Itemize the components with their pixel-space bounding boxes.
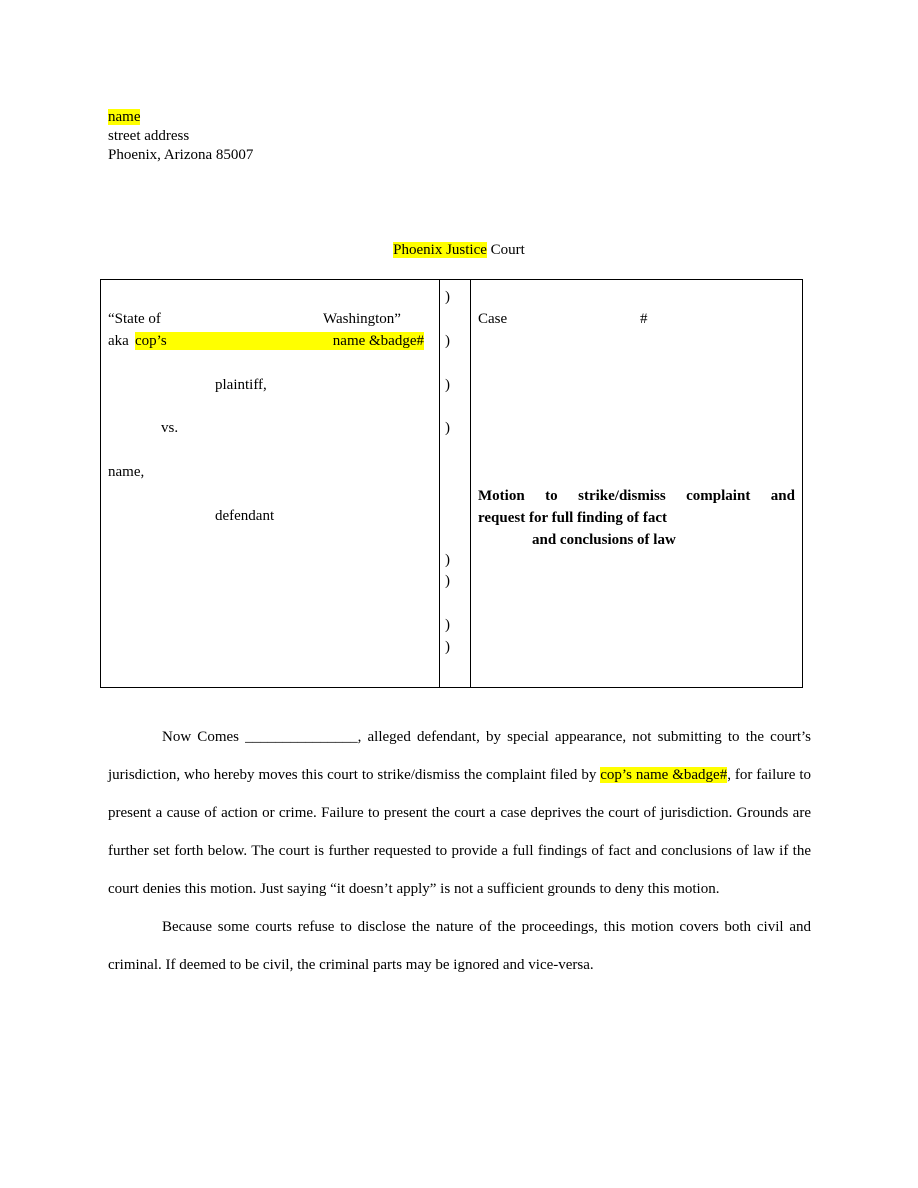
- motion-word: to: [545, 488, 558, 504]
- court-suffix: Court: [490, 242, 525, 258]
- court-name-highlight: Phoenix Justice: [393, 242, 487, 258]
- case-label: Case: [478, 311, 508, 327]
- motion-word: Motion: [478, 488, 525, 504]
- caption-divider-right: [470, 279, 471, 688]
- motion-title-line-1: [478, 485, 795, 507]
- aka-line: [108, 332, 424, 350]
- aka-label: aka: [108, 333, 129, 349]
- paren: ): [445, 420, 450, 436]
- caption-divider-left: [439, 279, 440, 688]
- address-block: [108, 108, 253, 165]
- paragraph-1-end: , for failure to present a cause of action or crime. Failure to present the court a case deprives the court of jurisdiction. Grounds are further set forth below. The court is further requested to provide a full findings of fact and conclusions of law if the court denies this motion. Just saying “it doesn’t apply” is not a sufficient grounds to deny this motion.: [108, 767, 811, 897]
- cops-name-highlight: [135, 332, 424, 350]
- paren: ): [445, 377, 450, 393]
- paren: ): [445, 333, 450, 349]
- cops-label: cop’s: [135, 333, 167, 349]
- court-title: [0, 241, 918, 259]
- paren: ): [445, 289, 450, 305]
- state-of-label: “State of: [108, 311, 161, 327]
- motion-body: [108, 718, 811, 984]
- defendant-label: defendant: [215, 508, 275, 524]
- cops-name-badge-highlight: cop’s name &badge#: [600, 767, 728, 783]
- paragraph-2: Because some courts refuse to disclose the nature of the proceedings, this motion covers both civil and criminal. If deemed to be civil, the criminal parts may be ignored and vice-versa.: [108, 919, 811, 973]
- motion-word: complaint: [686, 488, 751, 504]
- street-address: street address: [108, 128, 190, 144]
- paragraph-1: [108, 718, 811, 908]
- vs-label: vs.: [161, 420, 179, 436]
- motion-title-line-3: and conclusions of law: [532, 532, 676, 548]
- motion-word: strike/dismiss: [578, 488, 666, 504]
- state-name-label: Washington”: [323, 311, 401, 327]
- motion-title-line-2: request for full finding of fact: [478, 510, 668, 526]
- plaintiff-label: plaintiff,: [215, 377, 267, 393]
- paren: ): [445, 573, 450, 589]
- paren: ): [445, 552, 450, 568]
- paren: ): [445, 617, 450, 633]
- city-state-zip: Phoenix, Arizona 85007: [108, 147, 254, 163]
- paren: ): [445, 639, 450, 655]
- case-number-hash: #: [640, 311, 648, 327]
- name-badge-label: name &badge#: [332, 333, 424, 349]
- case-caption-table: [100, 279, 803, 688]
- motion-word: and: [770, 488, 795, 504]
- sender-name: name: [108, 109, 141, 125]
- motion-title: [478, 485, 795, 551]
- defendant-name: name,: [108, 464, 145, 480]
- paragraph-1-start: Now Comes _______________, alleged defendant, by special appearance, not submitting to the court’s jurisdiction, who hereby moves this court to strike/dismiss the complaint filed by: [108, 729, 811, 783]
